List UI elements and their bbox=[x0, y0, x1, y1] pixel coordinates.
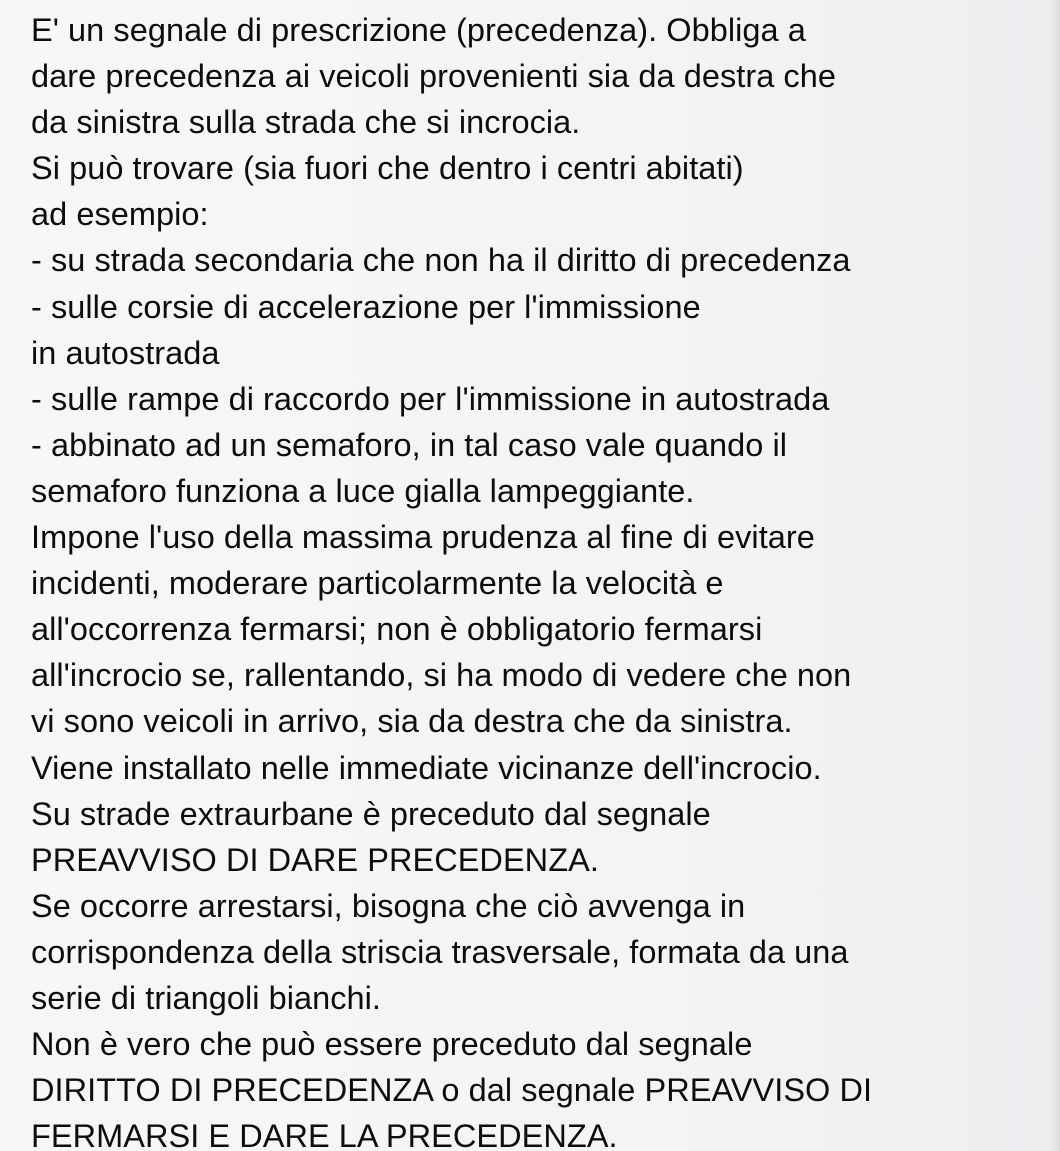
text-line: DIRITTO DI PRECEDENZA o dal segnale PREAVVISO DI bbox=[31, 1072, 873, 1109]
text-line: corrispondenza della striscia trasversale, formata da una bbox=[31, 933, 849, 970]
text-line: semaforo funziona a luce gialla lampeggiante. bbox=[31, 472, 695, 509]
text-line: da sinistra sulla strada che si incrocia. bbox=[31, 104, 581, 141]
text-line: Impone l'uso della massima prudenza al fine di evitare bbox=[31, 519, 815, 556]
page-edge-shadow bbox=[1050, 0, 1060, 1151]
list-item: - sulle corsie di accelerazione per l'immissione bbox=[31, 288, 701, 325]
text-line: Viene installato nelle immediate vicinanze dell'incrocio. bbox=[31, 749, 822, 786]
text-line: FERMARSI E DARE LA PRECEDENZA. bbox=[31, 1118, 618, 1151]
text-line: ad esempio: bbox=[31, 196, 209, 233]
text-line: dare precedenza ai veicoli provenienti sia da destra che bbox=[31, 58, 836, 95]
list-item: - abbinato ad un semaforo, in tal caso vale quando il bbox=[31, 426, 788, 463]
text-line: E' un segnale di prescrizione (precedenza). Obbliga a bbox=[31, 12, 806, 48]
text-line: Su strade extraurbane è preceduto dal segnale bbox=[31, 795, 711, 832]
text-line: Non è vero che può essere preceduto dal segnale bbox=[31, 1026, 753, 1063]
text-line: vi sono veicoli in arrivo, sia da destra che da sinistra. bbox=[31, 703, 793, 740]
text-block bbox=[31, 7, 1051, 1151]
text-line: in autostrada bbox=[31, 334, 220, 371]
text-line: serie di triangoli bianchi. bbox=[31, 979, 382, 1016]
text-line: PREAVVISO DI DARE PRECEDENZA. bbox=[31, 841, 599, 878]
text-line: Se occorre arrestarsi, bisogna che ciò avvenga in bbox=[31, 887, 746, 924]
text-line: Si può trovare (sia fuori che dentro i centri abitati) bbox=[31, 150, 744, 187]
text-line: incidenti, moderare particolarmente la velocità e bbox=[31, 565, 724, 602]
text-line: all'occorrenza fermarsi; non è obbligatorio fermarsi bbox=[31, 611, 763, 648]
list-item: - sulle rampe di raccordo per l'immissione in autostrada bbox=[31, 380, 830, 417]
list-item: - su strada secondaria che non ha il diritto di precedenza bbox=[31, 242, 851, 279]
text-line: all'incrocio se, rallentando, si ha modo di vedere che non bbox=[31, 657, 852, 694]
